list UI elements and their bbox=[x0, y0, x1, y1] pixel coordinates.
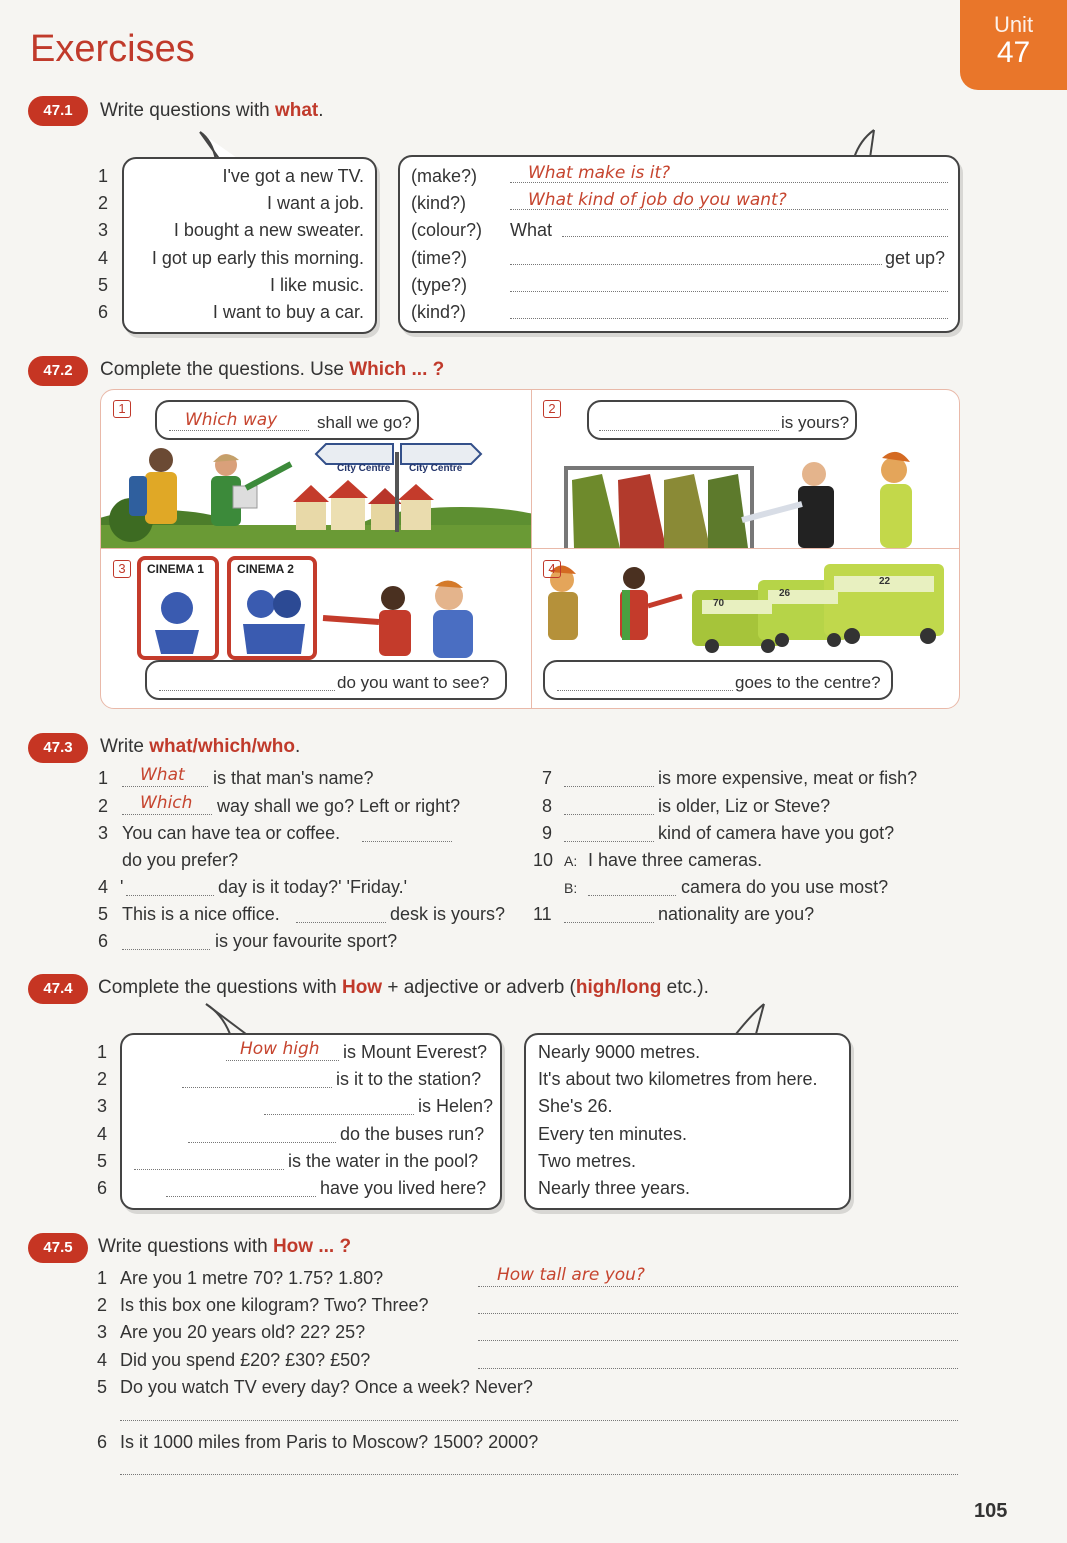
item-number: 11 bbox=[533, 904, 552, 924]
sign-text: City Centre bbox=[337, 463, 391, 474]
question-text: do you want to see? bbox=[337, 673, 490, 692]
answer-line[interactable] bbox=[564, 814, 654, 815]
response-text: Nearly three years. bbox=[538, 1178, 691, 1198]
prompt-text: (make?) bbox=[411, 166, 478, 186]
prompt-text: (kind?) bbox=[411, 302, 467, 322]
page-number: 105 bbox=[974, 1500, 1008, 1522]
answer-line[interactable] bbox=[226, 1060, 339, 1061]
statement-text: I want to buy a car. bbox=[212, 302, 364, 322]
answer-line[interactable] bbox=[120, 1420, 958, 1421]
exercise-instruction bbox=[100, 359, 444, 381]
exercise-badge: 47.5 bbox=[28, 1233, 88, 1263]
question-prompt: Do you watch TV every day? Once a week? Never? bbox=[120, 1377, 533, 1397]
unit-number: 47 bbox=[996, 36, 1031, 69]
answer-line[interactable] bbox=[478, 1286, 958, 1287]
scene-2-illustration bbox=[532, 440, 960, 548]
answer-line[interactable] bbox=[122, 814, 212, 815]
instr-keyword: long bbox=[621, 977, 662, 998]
item-number: 3 bbox=[98, 823, 109, 843]
answer-line[interactable] bbox=[562, 236, 948, 237]
question-text: nationality are you? bbox=[658, 904, 815, 924]
panel-number: 3 bbox=[113, 560, 131, 578]
item-number: 1 bbox=[97, 1042, 108, 1062]
handwritten-answer: What bbox=[140, 765, 185, 785]
sign-text: City Centre bbox=[409, 463, 463, 474]
answer-line[interactable] bbox=[182, 1087, 332, 1088]
instr-keyword: high bbox=[575, 977, 616, 998]
grid-divider bbox=[101, 548, 960, 549]
answer-line[interactable] bbox=[166, 1196, 316, 1197]
answer-line bbox=[599, 430, 779, 431]
item-number: 3 bbox=[97, 1096, 108, 1116]
instr-text: etc.). bbox=[661, 977, 709, 998]
answer-line[interactable] bbox=[510, 291, 948, 292]
dialogue-text: I have three cameras. bbox=[588, 850, 763, 870]
bus-number: 26 bbox=[779, 588, 791, 599]
answer-line[interactable] bbox=[296, 922, 386, 923]
question-prompt: Are you 20 years old? 22? 25? bbox=[120, 1322, 366, 1342]
handwritten-answer: How tall are you? bbox=[497, 1265, 645, 1285]
statement-text: I want a job. bbox=[266, 193, 364, 213]
answer-start: What bbox=[510, 220, 553, 240]
question-text: kind of camera have you got? bbox=[658, 823, 895, 843]
item-number: 1 bbox=[97, 1268, 108, 1288]
page-title: Exercises bbox=[30, 28, 195, 70]
item-number: 2 bbox=[98, 193, 109, 213]
answer-line bbox=[159, 690, 335, 691]
item-number: 5 bbox=[97, 1377, 108, 1397]
handwritten-answer: Which bbox=[140, 793, 193, 813]
question-text: is more expensive, meat or fish? bbox=[658, 768, 918, 788]
answer-line[interactable] bbox=[478, 1313, 958, 1314]
answer-line[interactable] bbox=[362, 841, 452, 842]
item-number: 4 bbox=[98, 877, 109, 897]
item-number: 6 bbox=[98, 931, 109, 951]
answer-line[interactable] bbox=[478, 1340, 958, 1341]
answer-line[interactable] bbox=[134, 1169, 284, 1170]
question-prompt: Did you spend £20? £30? £50? bbox=[120, 1350, 371, 1370]
exercise-instruction bbox=[100, 100, 324, 122]
statement-text: I got up early this morning. bbox=[151, 248, 364, 268]
item-number: 1 bbox=[98, 166, 109, 186]
scene-4-illustration bbox=[532, 550, 960, 660]
answer-line[interactable] bbox=[122, 949, 210, 950]
scene-1-illustration bbox=[101, 430, 531, 548]
response-text: Every ten minutes. bbox=[538, 1124, 688, 1144]
instr-text: Write questions with bbox=[98, 1236, 273, 1257]
panel-number: 2 bbox=[543, 400, 561, 418]
answer-line[interactable] bbox=[264, 1114, 414, 1115]
question-text: is the water in the pool? bbox=[288, 1151, 479, 1171]
statement-text: I like music. bbox=[269, 275, 364, 295]
answer-line[interactable] bbox=[122, 786, 208, 787]
bus-number: 22 bbox=[879, 576, 891, 587]
response-text: Two metres. bbox=[538, 1151, 637, 1171]
instr-text: . bbox=[318, 100, 324, 121]
prompt-text: (time?) bbox=[411, 248, 468, 268]
item-number: 9 bbox=[542, 823, 553, 843]
question-text: desk is yours? bbox=[390, 904, 506, 924]
answer-line[interactable] bbox=[120, 1474, 958, 1475]
answer-line bbox=[557, 690, 733, 691]
question-text: is Helen? bbox=[418, 1096, 494, 1116]
answer-line[interactable] bbox=[510, 264, 882, 265]
instr-keyword: Which ... ? bbox=[349, 359, 445, 380]
handwritten-answer: How high bbox=[240, 1039, 320, 1059]
question-text: goes to the centre? bbox=[735, 673, 881, 692]
speech-bubble bbox=[155, 400, 419, 440]
instr-text: Write bbox=[100, 736, 150, 757]
question-text: way shall we go? Left or right? bbox=[217, 796, 461, 816]
unit-tab bbox=[960, 0, 1067, 90]
unit-label: Unit bbox=[993, 12, 1034, 37]
exercise-badge: 47.1 bbox=[28, 96, 88, 126]
question-text: do the buses run? bbox=[340, 1124, 485, 1144]
panel-number: 1 bbox=[113, 400, 131, 418]
question-text: do you prefer? bbox=[122, 850, 239, 870]
item-number: 2 bbox=[97, 1295, 108, 1315]
question-pre: This is a nice office. bbox=[122, 904, 280, 924]
instr-keyword: what/which/who bbox=[149, 736, 295, 757]
prompt-text: (kind?) bbox=[411, 193, 467, 213]
answer-end: get up? bbox=[885, 248, 946, 268]
answer-line[interactable] bbox=[478, 1368, 958, 1369]
handwritten-answer: What make is it? bbox=[528, 163, 671, 183]
item-number: 2 bbox=[97, 1069, 108, 1089]
instr-text: Complete the questions. Use bbox=[100, 359, 350, 380]
panel-number: 4 bbox=[543, 560, 561, 578]
question-text: shall we go? bbox=[317, 413, 412, 432]
question-pre: You can have tea or coffee. bbox=[122, 823, 341, 843]
speech-bubble bbox=[145, 660, 507, 700]
exercise-instruction bbox=[100, 736, 300, 758]
item-number: 6 bbox=[97, 1432, 108, 1452]
answer-line[interactable] bbox=[564, 922, 654, 923]
instr-keyword: what bbox=[274, 100, 319, 121]
handwritten-answer: What kind of job do you want? bbox=[528, 190, 787, 210]
statement-text: I've got a new TV. bbox=[222, 166, 364, 186]
statement-text: I bought a new sweater. bbox=[173, 220, 364, 240]
answer-line[interactable] bbox=[564, 786, 654, 787]
item-number: 5 bbox=[98, 904, 109, 924]
question-text: is yours? bbox=[781, 413, 850, 432]
prompt-text: (type?) bbox=[411, 275, 468, 295]
question-prompt: Is it 1000 miles from Paris to Moscow? 1500? 2000? bbox=[120, 1432, 539, 1452]
question-prompt: Is this box one kilogram? Two? Three? bbox=[120, 1295, 429, 1315]
item-number: 8 bbox=[542, 796, 553, 816]
answer-line[interactable] bbox=[564, 841, 654, 842]
question-text: camera do you use most? bbox=[681, 877, 889, 897]
exercise-badge: 47.4 bbox=[28, 974, 88, 1004]
item-number: 6 bbox=[98, 302, 109, 322]
question-text: is your favourite sport? bbox=[215, 931, 398, 951]
question-text: is older, Liz or Steve? bbox=[658, 796, 831, 816]
instr-text: Write questions with bbox=[100, 100, 275, 121]
question-text: is it to the station? bbox=[336, 1069, 482, 1089]
answer-line[interactable] bbox=[588, 895, 676, 896]
question-prompt: Are you 1 metre 70? 1.75? 1.80? bbox=[120, 1268, 384, 1288]
speaker-label: A: bbox=[564, 853, 578, 869]
item-number: 4 bbox=[98, 248, 109, 268]
instr-text: + adjective or adverb ( bbox=[382, 977, 576, 998]
item-number: 7 bbox=[542, 768, 553, 788]
question-text: is that man's name? bbox=[213, 768, 374, 788]
response-text: Nearly 9000 metres. bbox=[538, 1042, 701, 1062]
exercise-badge: 47.3 bbox=[28, 733, 88, 763]
item-number: 5 bbox=[98, 275, 109, 295]
answer-line bbox=[169, 430, 309, 431]
question-text: day is it today?' 'Friday.' bbox=[218, 877, 408, 897]
speech-bubble bbox=[587, 400, 857, 440]
cinema-sign: CINEMA 2 bbox=[237, 562, 294, 576]
instr-keyword: How bbox=[341, 977, 383, 998]
picture-grid bbox=[100, 389, 960, 709]
answer-line[interactable] bbox=[126, 895, 214, 896]
response-text: It's about two kilometres from here. bbox=[538, 1069, 818, 1089]
item-number: 4 bbox=[97, 1124, 108, 1144]
bus-number: 70 bbox=[713, 598, 725, 609]
response-text: She's 26. bbox=[538, 1096, 613, 1116]
prompt-text: (colour?) bbox=[411, 220, 483, 240]
item-number: 10 bbox=[533, 850, 554, 870]
instr-keyword: / bbox=[615, 977, 622, 998]
speech-bubble bbox=[543, 660, 893, 700]
item-number: 2 bbox=[98, 796, 109, 816]
item-number: 6 bbox=[97, 1178, 108, 1198]
item-number: 3 bbox=[98, 220, 109, 240]
answer-line[interactable] bbox=[510, 318, 948, 319]
exercise-badge: 47.2 bbox=[28, 356, 88, 386]
item-number: 1 bbox=[98, 768, 109, 788]
item-number: 3 bbox=[97, 1322, 108, 1342]
item-number: 4 bbox=[97, 1350, 108, 1370]
cinema-sign: CINEMA 1 bbox=[147, 562, 204, 576]
answer-line[interactable] bbox=[188, 1142, 336, 1143]
exercise-instruction bbox=[98, 977, 709, 999]
question-text: is Mount Everest? bbox=[343, 1042, 488, 1062]
instr-text: . bbox=[294, 736, 301, 757]
item-number: 5 bbox=[97, 1151, 108, 1171]
handwritten-answer: Which way bbox=[185, 410, 278, 430]
speaker-label: B: bbox=[564, 880, 578, 896]
instr-keyword: How ... ? bbox=[272, 1236, 352, 1257]
exercise-instruction bbox=[98, 1236, 351, 1258]
question-text: have you lived here? bbox=[320, 1178, 487, 1198]
instr-text: Complete the questions with bbox=[98, 977, 342, 998]
question-pre: ' bbox=[120, 877, 124, 897]
